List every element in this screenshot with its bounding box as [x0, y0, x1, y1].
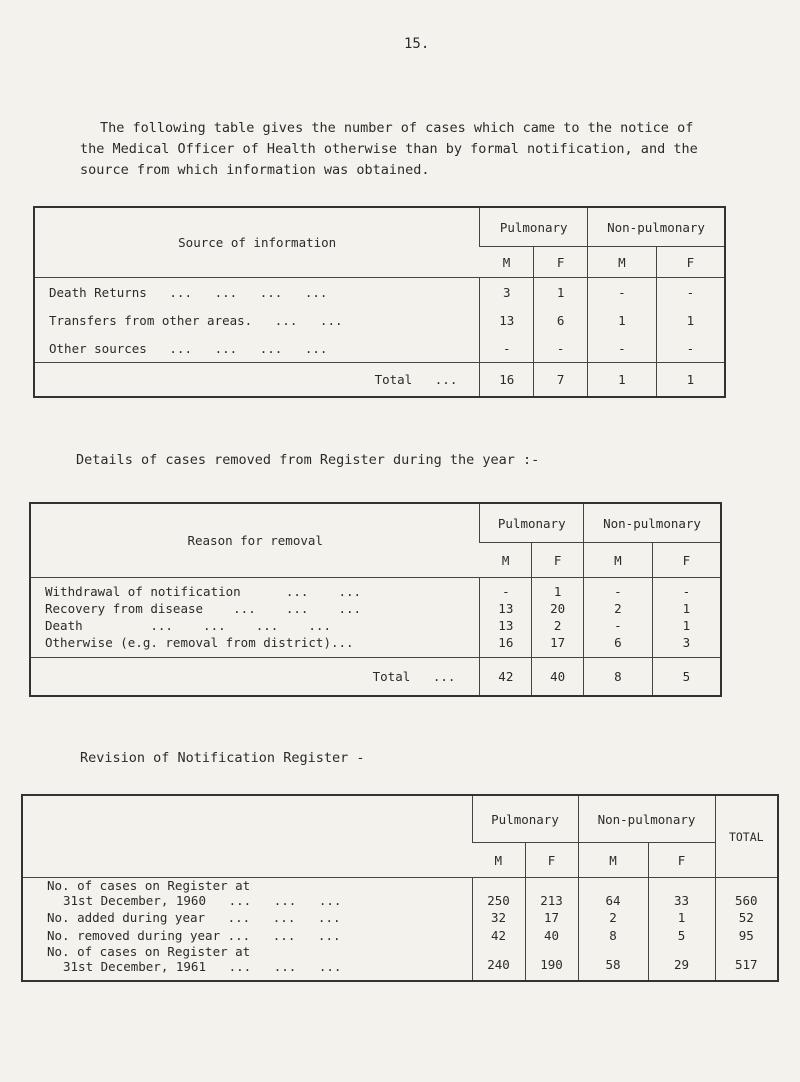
- row-label: [22, 878, 472, 909]
- total-label: Total ...: [34, 363, 480, 398]
- header-total: TOTAL: [715, 795, 778, 878]
- header-non-pulmonary: Non-pulmonary: [578, 795, 715, 843]
- cell: 5: [648, 926, 715, 944]
- intro-line-2: the Medical Officer of Health otherwise than by formal notification, and the: [80, 141, 698, 157]
- cell: 190: [525, 944, 578, 981]
- cell: 13: [480, 306, 534, 334]
- total-cell: 40: [532, 658, 584, 697]
- sub-header: F: [532, 543, 584, 578]
- table-row: [34, 306, 725, 334]
- intro-paragraph: [80, 118, 760, 181]
- cell: 95: [715, 926, 778, 944]
- table-row: [30, 617, 721, 634]
- cell: -: [480, 578, 532, 601]
- cell: 13: [480, 617, 532, 634]
- total-cell: 5: [652, 658, 721, 697]
- table-row: [22, 926, 778, 944]
- table-row: [34, 278, 725, 307]
- row-label: [22, 944, 472, 981]
- row-label: Otherwise (e.g. removal from district)...: [45, 635, 354, 650]
- cell: 64: [578, 878, 648, 909]
- total-cell: 16: [480, 363, 534, 398]
- row-label: Death Returns ... ... ... ...: [34, 278, 480, 307]
- sub-header: M: [480, 543, 532, 578]
- table-row: [34, 334, 725, 363]
- revision-heading: Revision of Notification Register -: [80, 750, 365, 766]
- cell: 16: [480, 634, 532, 658]
- page-number: 15.: [404, 36, 430, 52]
- cell: 3: [652, 634, 721, 658]
- cell: 33: [648, 878, 715, 909]
- removals-table: [29, 502, 722, 697]
- table-row: [22, 908, 778, 926]
- row-label: Death ... ... ... ...: [45, 618, 331, 633]
- row-label: Other sources ... ... ... ...: [49, 340, 328, 356]
- row-label-line: 31st December, 1960 ... ... ...: [63, 893, 342, 908]
- cell: -: [584, 578, 653, 601]
- cell: 20: [532, 600, 584, 617]
- row-label: Transfers from other areas. ... ...: [49, 312, 343, 328]
- total-row: [34, 363, 725, 398]
- cell: 2: [578, 908, 648, 926]
- cell: 560: [715, 878, 778, 909]
- cell: 1: [532, 578, 584, 601]
- register-revision-table: [21, 794, 779, 982]
- cell: 58: [578, 944, 648, 981]
- cell: -: [656, 334, 725, 363]
- cell: -: [588, 278, 657, 307]
- header-source: Source of information: [178, 235, 337, 250]
- sub-header: F: [648, 843, 715, 878]
- cell: 1: [652, 600, 721, 617]
- header-pulmonary: Pulmonary: [480, 503, 584, 543]
- cell: 240: [472, 944, 525, 981]
- cell: 29: [648, 944, 715, 981]
- sub-header: F: [534, 247, 588, 278]
- cell: 1: [652, 617, 721, 634]
- row-label-line: No. of cases on Register at: [47, 944, 251, 959]
- sub-header: F: [656, 247, 725, 278]
- cell: 1: [534, 278, 588, 307]
- row-label-line: No. of cases on Register at: [47, 878, 251, 893]
- cell: -: [652, 578, 721, 601]
- cell: 32: [472, 908, 525, 926]
- total-cell: 7: [534, 363, 588, 398]
- total-label: Total ...: [30, 658, 480, 697]
- table-row: [22, 944, 778, 981]
- cell: -: [588, 334, 657, 363]
- cell: 8: [578, 926, 648, 944]
- cell: 517: [715, 944, 778, 981]
- table-row: [30, 600, 721, 617]
- row-label: No. added during year ... ... ...: [47, 909, 341, 925]
- cell: 13: [480, 600, 532, 617]
- total-cell: 42: [480, 658, 532, 697]
- cell: 3: [480, 278, 534, 307]
- cell: 6: [534, 306, 588, 334]
- row-label: Withdrawal of notification ... ...: [30, 578, 480, 601]
- header-pulmonary: Pulmonary: [480, 207, 588, 247]
- sub-header: M: [588, 247, 657, 278]
- cell: 42: [472, 926, 525, 944]
- informal-sources-table: [33, 206, 726, 398]
- table-row: [30, 634, 721, 658]
- cell: 17: [532, 634, 584, 658]
- removals-heading: Details of cases removed from Register during the year :-: [76, 452, 540, 468]
- row-label: No. removed during year ... ... ...: [47, 927, 341, 943]
- header-non-pulmonary: Non-pulmonary: [584, 503, 721, 543]
- cell: 52: [715, 908, 778, 926]
- table-row: [30, 578, 721, 601]
- total-row: [30, 658, 721, 697]
- sub-header: M: [584, 543, 653, 578]
- total-cell: 1: [656, 363, 725, 398]
- sub-header: M: [480, 247, 534, 278]
- cell: 6: [584, 634, 653, 658]
- row-label-line: 31st December, 1961 ... ... ...: [63, 959, 342, 974]
- cell: 2: [532, 617, 584, 634]
- total-cell: 1: [588, 363, 657, 398]
- cell: -: [656, 278, 725, 307]
- cell: 40: [525, 926, 578, 944]
- cell: 213: [525, 878, 578, 909]
- sub-header: F: [652, 543, 721, 578]
- cell: 17: [525, 908, 578, 926]
- header-pulmonary: Pulmonary: [472, 795, 578, 843]
- total-cell: 8: [584, 658, 653, 697]
- sub-header: F: [525, 843, 578, 878]
- cell: -: [480, 334, 534, 363]
- sub-header: M: [578, 843, 648, 878]
- cell: 1: [656, 306, 725, 334]
- header-blank: [22, 795, 472, 878]
- cell: 250: [472, 878, 525, 909]
- cell: 1: [588, 306, 657, 334]
- intro-line-1: The following table gives the number of cases which came to the notice of: [100, 120, 694, 136]
- sub-header: M: [472, 843, 525, 878]
- row-label: Recovery from disease ... ... ...: [45, 601, 362, 616]
- intro-line-3: source from which information was obtained.: [80, 162, 430, 178]
- cell: 2: [584, 600, 653, 617]
- cell: -: [584, 617, 653, 634]
- cell: -: [534, 334, 588, 363]
- cell: 1: [648, 908, 715, 926]
- header-reason: Reason for removal: [187, 533, 323, 548]
- header-non-pulmonary: Non-pulmonary: [588, 207, 725, 247]
- table-row: [22, 878, 778, 909]
